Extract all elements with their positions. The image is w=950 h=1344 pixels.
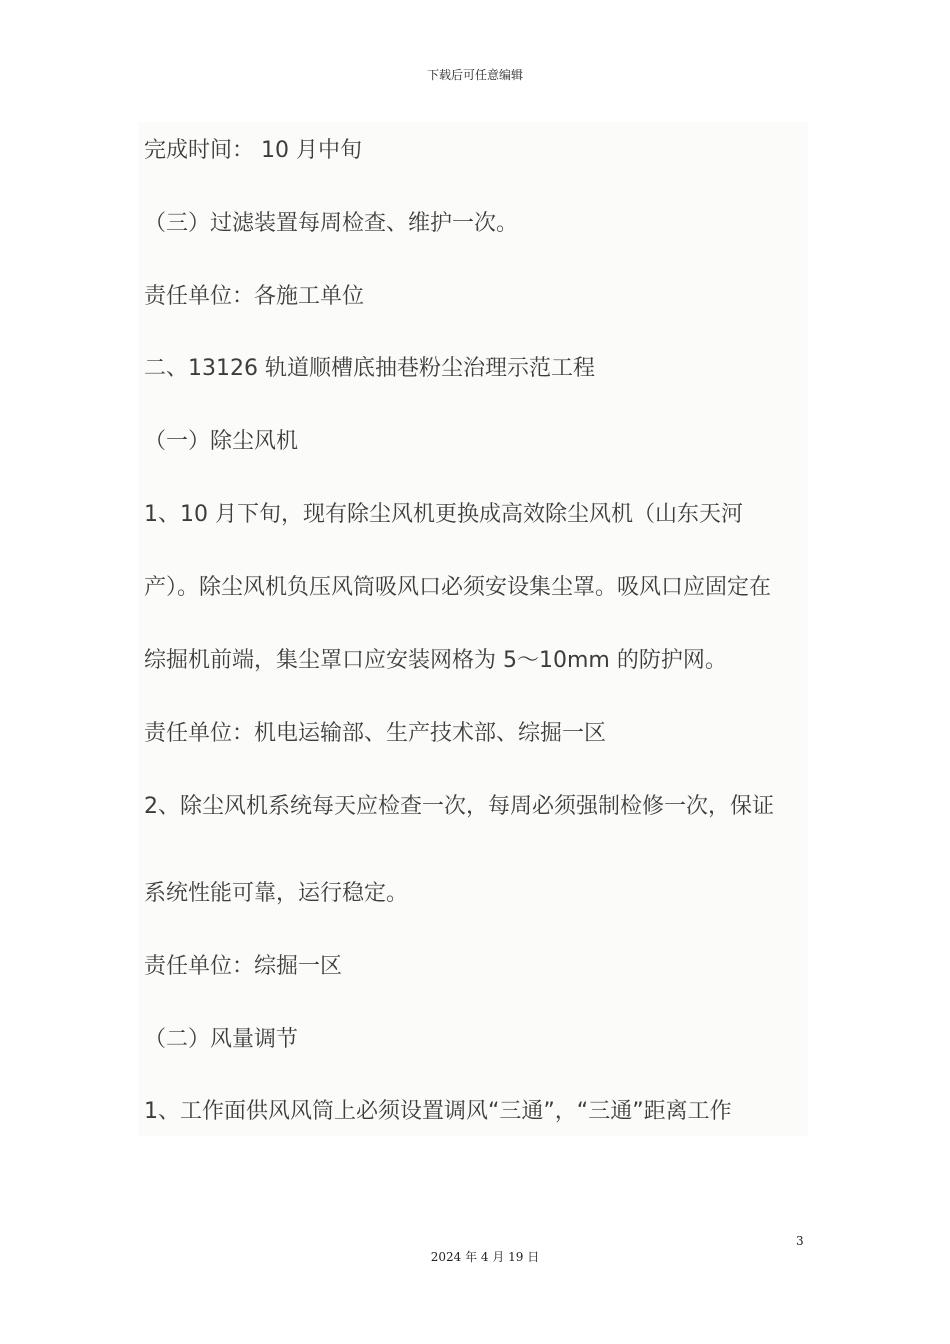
subsection-heading-one: （一）除尘风机 bbox=[144, 429, 299, 454]
paragraph-line: 产）。除尘风机负压风筒吸风口必须安设集尘罩。吸风口应固定在 bbox=[144, 575, 772, 600]
responsible-unit-line: 责任单位：机电运输部、生产技术部、综掘一区 bbox=[144, 721, 607, 746]
section-heading-two: 二、13126 轨道顺槽底抽巷粉尘治理示范工程 bbox=[144, 356, 595, 381]
responsible-unit-line: 责任单位：各施工单位 bbox=[144, 284, 365, 309]
section-three-line: （三）过滤装置每周检查、维护一次。 bbox=[144, 211, 519, 236]
page-number: 3 bbox=[796, 1234, 804, 1248]
responsible-unit-line: 责任单位：综掘一区 bbox=[144, 954, 343, 979]
paragraph-line: 综掘机前端，集尘罩口应安装网格为 5～10mm 的防护网。 bbox=[144, 648, 727, 673]
paragraph-line: 2、除尘风机系统每天应检查一次，每周必须强制检修一次，保证 bbox=[144, 794, 774, 819]
content-background bbox=[138, 122, 808, 1136]
completion-time-line: 完成时间： 10 月中旬 bbox=[144, 138, 362, 163]
header-note: 下载后可任意编辑 bbox=[426, 68, 523, 82]
paragraph-line: 系统性能可靠，运行稳定。 bbox=[144, 881, 409, 906]
footer-date: 2024 年 4 月 19 日 bbox=[430, 1250, 540, 1264]
paragraph-line: 1、工作面供风风筒上必须设置调风“三通”，“三通”距离工作 bbox=[144, 1099, 732, 1124]
subsection-heading-two: （二）风量调节 bbox=[144, 1027, 299, 1052]
paragraph-line: 1、10 月下旬，现有除尘风机更换成高效除尘风机（山东天河 bbox=[144, 502, 743, 527]
